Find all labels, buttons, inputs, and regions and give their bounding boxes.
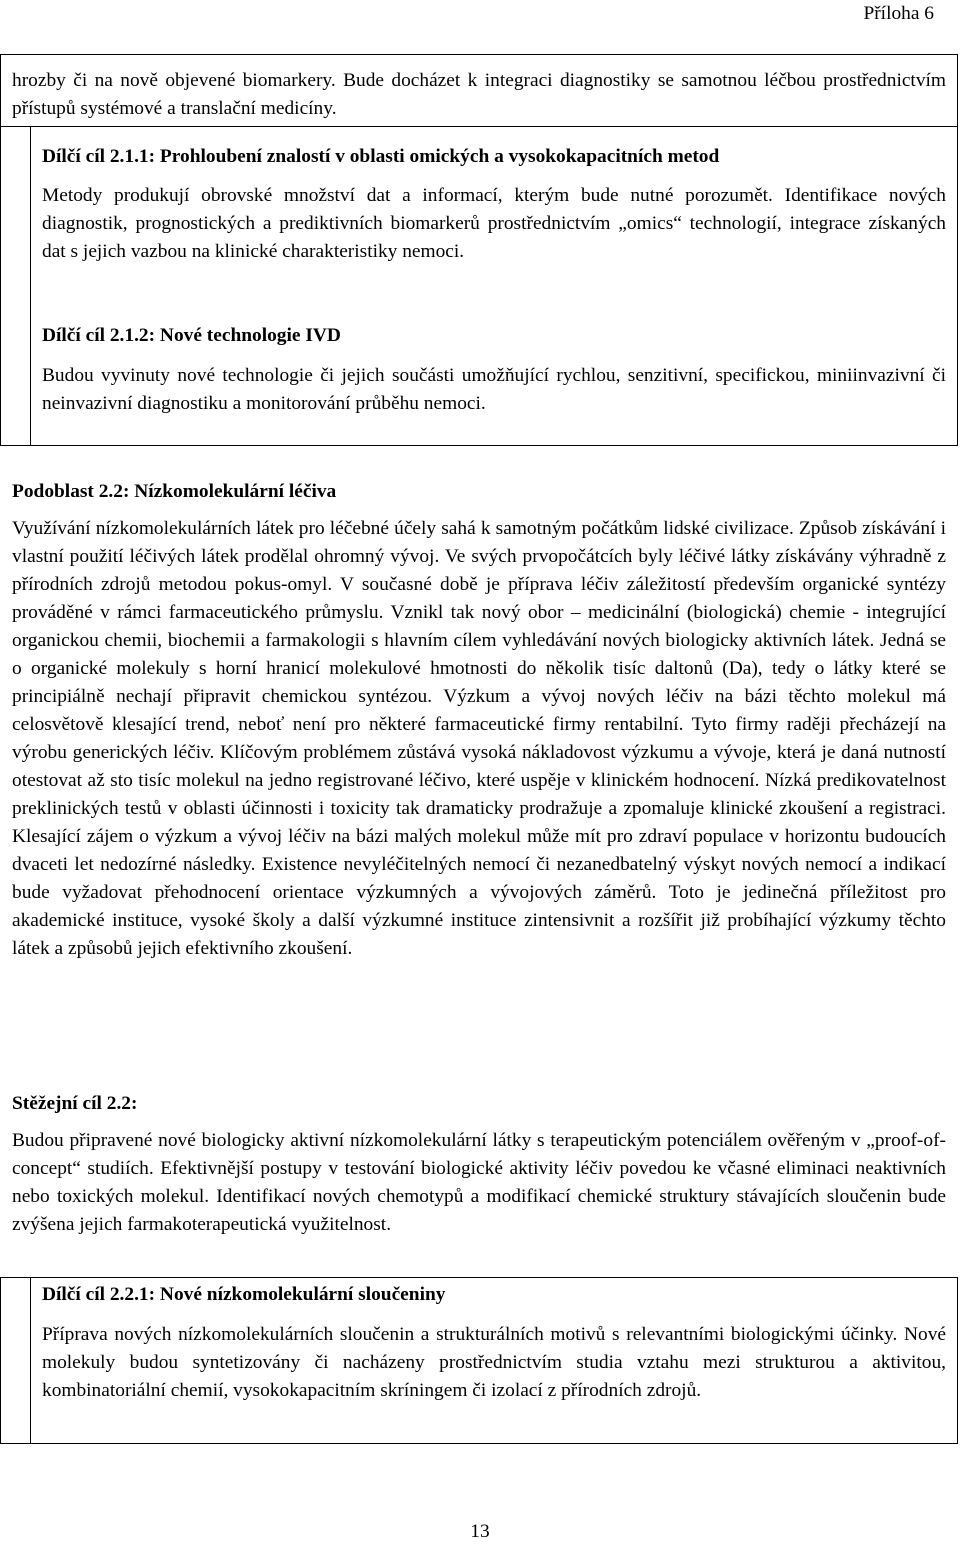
goal-2-1-1-heading: Dílčí cíl 2.1.1: Prohloubení znalostí v oblasti omických a vysokokapacitních metod [42,146,720,167]
intro-paragraph: hrozby či na nově objevené biomarkery. Bude docházet k integraci diagnostiky se samotnou léčbou prostřednictvím přístupů systémové a translační medicíny. [12,70,946,119]
goal-2-1-2-heading: Dílčí cíl 2.1.2: Nové technologie IVD [42,325,341,346]
box-divider-vertical [30,127,31,445]
goal-2-2-1-text: Příprava nových nízkomolekulárních sloučenin a strukturálních motivů s relevantními biologickými účinky. Nové molekuly budou syntetizovány či nacházeny prostřednictvím studia vztahu mezi strukturou a aktivitou, kombinatoriální chemií, vysokokapacitním skríningem či izolací z přírodních zdrojů. [42,1324,946,1401]
box-divider-horizontal [1,126,957,127]
goal-2-1-1-text: Metody produkují obrovské množství dat a informací, kterým bude nutné porozumět. Identifikace nových diagnostik, prognostických a prediktivních biomarkerů prostřednictvím „omics“ technologií, integrace získaných dat s jejich vazbou na klinické charakteristiky nemoci. [42,185,946,262]
key-goal-2-2-text: Budou připravené nové biologicky aktivní nízkomolekulární látky s terapeutickým potenciálem ověřeným v „proof-of-concept“ studiích. Efektivnější postupy v testování biologické aktivity léčiv povedou ke včasné eliminaci neaktivních nebo toxických molekul. Identifikací nových chemotypů a modifikací chemické struktury stávajících sloučenin bude zvýšena jejich farmakoterapeutická využitelnost. [12,1130,946,1235]
key-goal-2-2-heading: Stěžejní cíl 2.2: [12,1093,138,1114]
subarea-2-2-text: Využívání nízkomolekulárních látek pro léčebné účely sahá k samotným počátkům lidské civilizace. Způsob získávání i vlastní použití léčivých látek prodělal ohromný vývoj. Ve svých prvopočátcích byly léčivé látky získávány výhradně z přírodních zdrojů metodou pokus-omyl. V současné době je příprava léčiv záležitostí především organické syntézy prováděné v rámci farmaceutického průmyslu. Vznikl tak nový obor – medicinální (biologická) chemie - integrující organickou chemii, biochemii a farmakologii s hlavním cílem vyhledávání nových biologicky aktivních látek. Jedná se o organické molekuly s horní hranicí molekulové hmotnosti do několik tisíc daltonů (Da), tedy o látky které se principiálně nechají připravit chemickou syntézou. Výzkum a vývoj nových léčiv na bázi těchto molekul má celosvětově klesající trend, neboť není pro některé farmaceutické firmy rentabilní. Tyto firmy raději přecházejí na výrobu generických léčiv. Klíčovým problémem zůstává vysoká nákladovost výzkumu a vývoje, která je daná nutností otestovat až sto tisíc molekul na jedno registrované léčivo, které uspěje v klinickém hodnocení. Nízká predikovatelnost preklinických testů v oblasti účinnosti i toxicity tak dramaticky prodražuje a zpomaluje klinické zkoušení a registraci. Klesající zájem o výzkum a vývoj léčiv na bázi malých molekul může mít pro zdraví populace v horizontu budoucích dvaceti let nedozírné následky. Existence nevyléčitelných nemocí či nezanedbatelný výskyt nových nemocí a indikací bude vyžadovat přehodnocení orientace výzkumných a vývojových záměrů. Toto je jedinečná příležitost pro akademické instituce, vysoké školy a další výzkumné instituce zintensivnit a rozšířit již probíhající výzkumy těchto látek a způsobů jejich efektivního zkoušení. [12,518,946,959]
goal-2-2-1-heading: Dílčí cíl 2.2.1: Nové nízkomolekulární sloučeniny [42,1284,446,1305]
subarea-2-2-heading: Podoblast 2.2: Nízkomolekulární léčiva [12,481,337,502]
page-header: Příloha 6 [863,3,934,24]
box-divider-vertical [30,1278,31,1443]
page-number: 13 [470,1521,490,1542]
goal-2-1-2-text: Budou vyvinuty nové technologie či jejich součásti umožňující rychlou, senzitivní, specifickou, miniinvazivní či neinvazivní diagnostiku a monitorování průběhu nemoci. [42,365,946,414]
